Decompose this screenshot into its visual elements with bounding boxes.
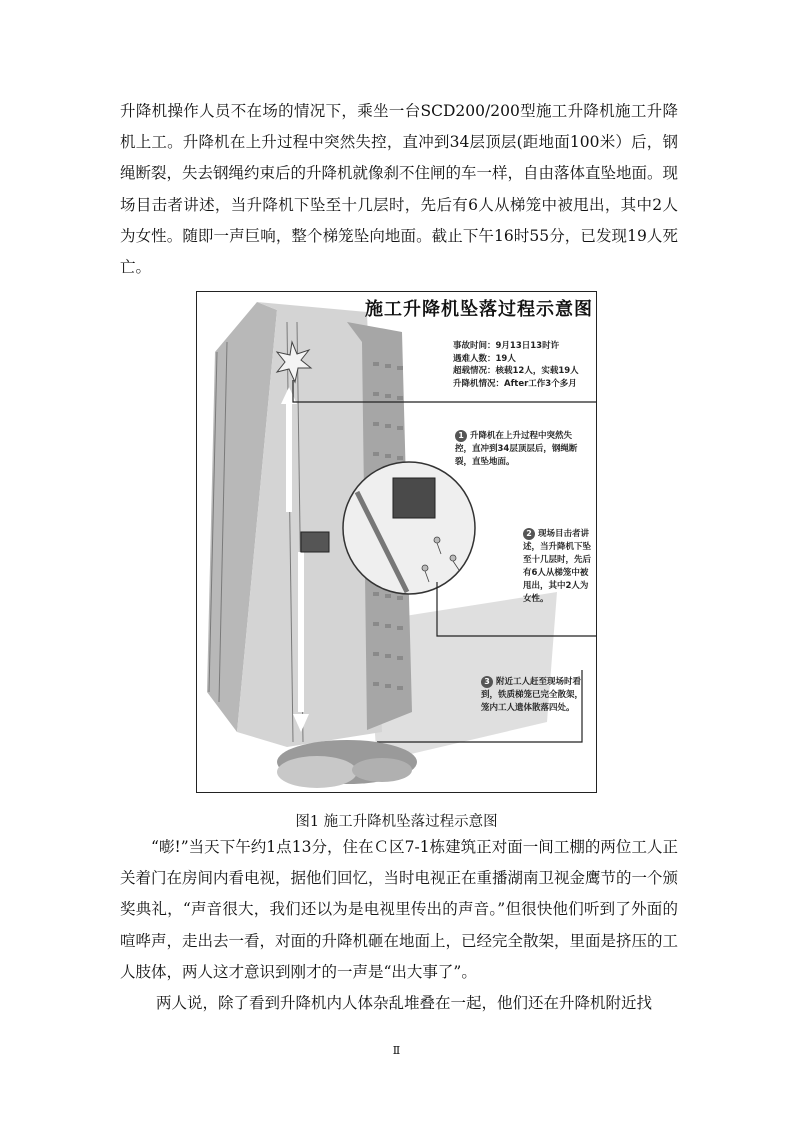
accident-illustration — [196, 291, 597, 793]
body-paragraph-3: 两人说，除了看到升降机内人体杂乱堆叠在一起，他们还在升降机附近找 — [156, 994, 653, 1012]
callout-3-number: 3 — [481, 676, 493, 688]
callout-1-number: 1 — [455, 430, 467, 442]
callout-1-text: 升降机在上升过程中突然失控，直冲到34层顶层后，钢绳断裂，直坠地面。 — [455, 431, 578, 467]
falling-cage-small — [301, 532, 329, 552]
info-victims: 遇难人数：19人 — [453, 353, 516, 364]
callout-2-number: 2 — [523, 528, 535, 540]
body-paragraph-1: 升降机操作人员不在场的情况下，乘坐一台SCD200/200型施工升降机施工升降机上工。升降机在上升过程中突然失控，直冲到34层顶层(距地面100米）后，钢绳断裂，失去钢绳约束后的升降机就像刹不住闸的车一样，自由落体直坠地面。现场目击者讲述，当升降机下坠至十几层时，先后有6人从梯笼中被甩出，其中2人为女性。随即一声巨响，整个梯笼坠向地面。截止下午16时55分，已发现19人死亡。 — [120, 102, 679, 277]
info-elevator: 升降机情况：After工作3个多月 — [453, 378, 577, 389]
info-time: 事故时间：9月13日13时许 — [453, 341, 560, 351]
info-overload: 超载情况：核载12人，实载19人 — [453, 366, 579, 376]
callout-3 — [481, 676, 591, 715]
accident-info-block — [453, 340, 593, 390]
rubble — [277, 740, 417, 788]
cage-zoom — [393, 478, 435, 518]
callout-2 — [523, 528, 591, 606]
figure-caption: 图1 施工升降机坠落过程示意图 — [295, 814, 498, 830]
callout-1 — [455, 430, 585, 469]
body-paragraph-2: “嘭!”当天下午约1点13分，住在Ｃ区7-1栋建筑正对面一间工棚的两位工人正关着门在房间内看电视，据他们回忆，当时电视正在重播湖南卫视金鹰节的一个颁奖典礼，“声音很大，我们还以为是电视里传出的声音。”但很快他们听到了外面的喧哗声，走出去一看，对面的升降机砸在地面上，已经完全散架，里面是挤压的工人肢体，两人这才意识到刚才的一声是“出大事了”。 — [120, 838, 679, 981]
callout-3-text: 附近工人赶至现场时看到，铁质梯笼已完全散架，笼内工人遗体散落四处。 — [481, 677, 584, 713]
figure-title: 施工升降机坠落过程示意图 — [365, 299, 593, 320]
callout-2-text: 现场目击者讲述，当升降机下坠至十几层时，先后有6人从梯笼中被甩出，其中2人为女性。 — [523, 529, 592, 604]
page-number: Ⅱ — [392, 1044, 401, 1057]
